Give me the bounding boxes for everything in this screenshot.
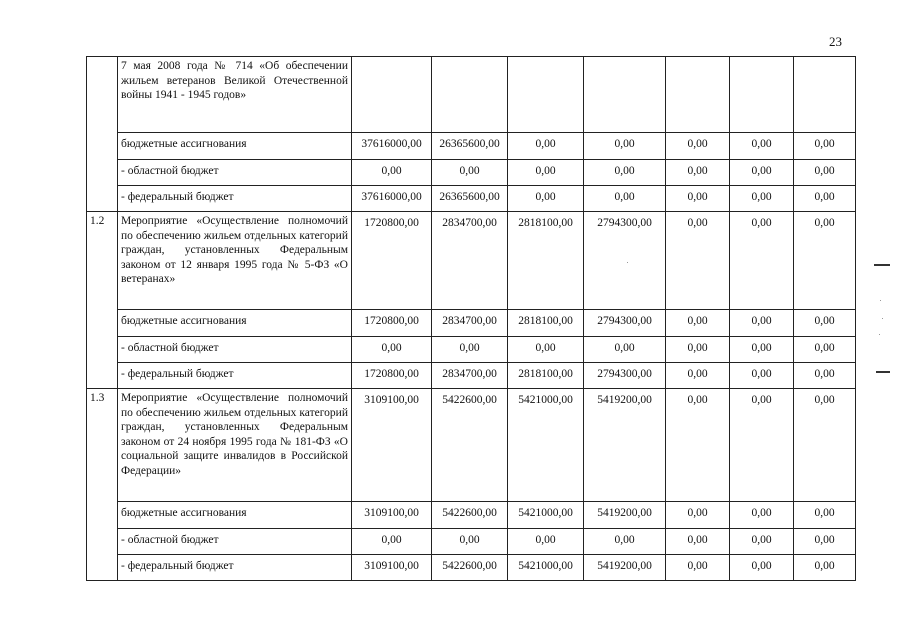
amount-cell: 2818100,00: [508, 310, 584, 337]
scan-dot: [880, 300, 881, 301]
table-row: [87, 186, 856, 212]
table-row: [87, 555, 856, 581]
amount-cell: 5421000,00: [508, 555, 584, 581]
amount-cell: 0,00: [730, 133, 794, 160]
amount-cell: 0,00: [432, 337, 508, 363]
amount-cell: 3109100,00: [352, 502, 432, 529]
funding-source-cell: - федеральный бюджет: [118, 186, 352, 212]
amount-cell: 2818100,00: [508, 212, 584, 310]
funding-source-cell: - федеральный бюджет: [118, 363, 352, 389]
amount-cell: 0,00: [730, 160, 794, 186]
item-number-cell: 1.3: [87, 389, 118, 581]
amount-cell: 0,00: [794, 310, 856, 337]
funding-source-cell: бюджетные ассигнования: [118, 502, 352, 529]
item-number-cell: [87, 57, 118, 212]
amount-cell: 0,00: [666, 529, 730, 555]
amount-cell: 0,00: [666, 389, 730, 502]
amount-cell: [794, 57, 856, 133]
amount-cell: 0,00: [666, 160, 730, 186]
amount-cell: [584, 57, 666, 133]
table-row: [87, 337, 856, 363]
amount-cell: 2794300,00: [584, 363, 666, 389]
funding-source-cell: - областной бюджет: [118, 529, 352, 555]
amount-cell: 0,00: [730, 529, 794, 555]
table-row: [87, 389, 856, 502]
amount-cell: 5419200,00: [584, 389, 666, 502]
amount-cell: 2818100,00: [508, 363, 584, 389]
amount-cell: 1720800,00: [352, 310, 432, 337]
margin-mark: [876, 371, 890, 373]
amount-cell: 0,00: [794, 212, 856, 310]
amount-cell: 5419200,00: [584, 502, 666, 529]
amount-cell: 0,00: [584, 160, 666, 186]
amount-cell: 0,00: [432, 160, 508, 186]
table-body: [87, 57, 856, 581]
amount-cell: 37616000,00: [352, 133, 432, 160]
funding-source-cell: бюджетные ассигнования: [118, 133, 352, 160]
amount-cell: 0,00: [666, 212, 730, 310]
amount-cell: [508, 57, 584, 133]
amount-cell: 5421000,00: [508, 389, 584, 502]
amount-cell: 0,00: [584, 337, 666, 363]
table-row: [87, 57, 856, 133]
amount-cell: 0,00: [666, 555, 730, 581]
amount-cell: 5421000,00: [508, 502, 584, 529]
page-number: 23: [829, 34, 842, 49]
amount-cell: 1720800,00: [352, 363, 432, 389]
amount-cell: 0,00: [730, 310, 794, 337]
funding-source-cell: - областной бюджет: [118, 160, 352, 186]
funding-source-cell: бюджетные ассигнования: [118, 310, 352, 337]
amount-cell: [352, 57, 432, 133]
amount-cell: 0,00: [584, 186, 666, 212]
amount-cell: 0,00: [666, 363, 730, 389]
amount-cell: 1720800,00: [352, 212, 432, 310]
amount-cell: 0,00: [508, 186, 584, 212]
amount-cell: 0,00: [666, 186, 730, 212]
measure-description-cell: Мероприятие «Осуществление полномочий по обеспечению жильем отдельных категорий граждан, установленных Федеральным законом от 24 ноября 1995 года № 181-ФЗ «О социальной защите инвалидов в Российской Федерации»: [118, 389, 352, 502]
amount-cell: 0,00: [730, 363, 794, 389]
amount-cell: 0,00: [730, 337, 794, 363]
table-row: [87, 502, 856, 529]
amount-cell: 3109100,00: [352, 555, 432, 581]
amount-cell: 0,00: [508, 160, 584, 186]
amount-cell: 0,00: [794, 160, 856, 186]
amount-cell: 0,00: [730, 389, 794, 502]
funding-source-cell: - федеральный бюджет: [118, 555, 352, 581]
scan-dot: [882, 318, 883, 319]
amount-cell: 5419200,00: [584, 555, 666, 581]
table-row: [87, 310, 856, 337]
amount-cell: 0,00: [730, 186, 794, 212]
amount-cell: 2834700,00: [432, 363, 508, 389]
amount-cell: 5422600,00: [432, 502, 508, 529]
amount-cell: 26365600,00: [432, 133, 508, 160]
amount-cell: 0,00: [794, 529, 856, 555]
table-row: [87, 529, 856, 555]
funding-source-cell: - областной бюджет: [118, 337, 352, 363]
amount-cell: [730, 57, 794, 133]
amount-cell: 0,00: [794, 337, 856, 363]
table-row: [87, 363, 856, 389]
amount-cell: 0,00: [730, 212, 794, 310]
item-number-cell: 1.2: [87, 212, 118, 389]
amount-cell: 0,00: [666, 310, 730, 337]
amount-cell: 2794300,00: [584, 310, 666, 337]
amount-cell: 0,00: [432, 529, 508, 555]
amount-cell: 0,00: [666, 337, 730, 363]
measure-description-cell: Мероприятие «Осуществление полномочий по обеспечению жильем отдельных категорий граждан, установленных Федеральным законом от 12 января 1995 года № 5-ФЗ «О ветеранах»: [118, 212, 352, 310]
amount-cell: [666, 57, 730, 133]
measure-description-cell: 7 мая 2008 года № 714 «Об обеспечении жильем ветеранов Великой Отечественной войны 1941 - 1945 годов»: [118, 57, 352, 133]
amount-cell: 2834700,00: [432, 212, 508, 310]
amount-cell: 0,00: [730, 502, 794, 529]
amount-cell: 0,00: [352, 337, 432, 363]
amount-cell: 2794300,00: [584, 212, 666, 310]
table-row: [87, 133, 856, 160]
amount-cell: 0,00: [794, 555, 856, 581]
margin-mark: [874, 264, 890, 266]
amount-cell: 0,00: [508, 337, 584, 363]
scan-dot: [627, 262, 628, 263]
amount-cell: 0,00: [584, 133, 666, 160]
amount-cell: 5422600,00: [432, 389, 508, 502]
amount-cell: 5422600,00: [432, 555, 508, 581]
amount-cell: [432, 57, 508, 133]
table-row: [87, 160, 856, 186]
amount-cell: 0,00: [352, 529, 432, 555]
amount-cell: 0,00: [730, 555, 794, 581]
amount-cell: 37616000,00: [352, 186, 432, 212]
amount-cell: 0,00: [508, 133, 584, 160]
amount-cell: 0,00: [794, 363, 856, 389]
amount-cell: 0,00: [666, 133, 730, 160]
amount-cell: 0,00: [794, 186, 856, 212]
amount-cell: 0,00: [666, 502, 730, 529]
table-row: [87, 212, 856, 310]
amount-cell: 0,00: [794, 502, 856, 529]
amount-cell: 0,00: [794, 389, 856, 502]
amount-cell: 2834700,00: [432, 310, 508, 337]
amount-cell: 0,00: [584, 529, 666, 555]
amount-cell: 0,00: [352, 160, 432, 186]
amount-cell: 26365600,00: [432, 186, 508, 212]
budget-table: [86, 56, 856, 581]
scan-dot: [879, 334, 880, 335]
amount-cell: 0,00: [508, 529, 584, 555]
amount-cell: 0,00: [794, 133, 856, 160]
amount-cell: 3109100,00: [352, 389, 432, 502]
